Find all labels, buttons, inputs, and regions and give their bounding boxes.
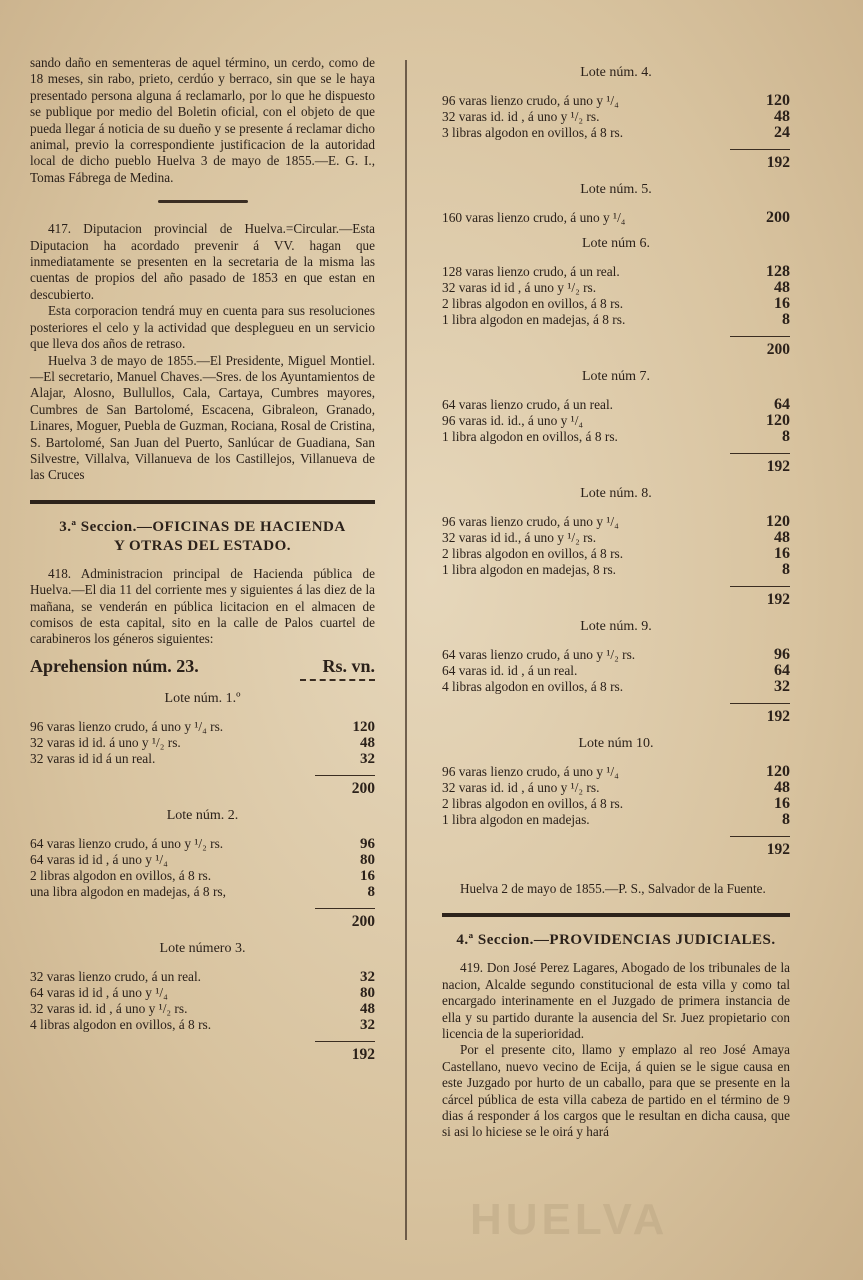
left-lotes [30,691,375,1064]
column-divider [405,60,407,1240]
item-description: 1 libra algodon en madejas. [442,812,590,827]
lote-total-row [442,141,790,172]
section-3-heading [30,518,375,556]
item-description: 32 varas id id. á uno y ¹/₂ rs. [30,734,181,750]
lote-item [442,429,790,445]
section-3-line-1: 3.ª Seccion.—OFICINAS DE HACIENDA [59,518,346,535]
item-description: 4 libras algodon en ovillos, á 8 rs. [442,679,624,694]
lote-item [442,647,790,663]
lote-total: 200 [730,336,790,359]
lote-item [442,530,790,546]
lote-item [442,312,790,328]
item-description: 1 libra algodon en madejas, 8 rs. [442,562,617,577]
item-description: 2 libras algodon en ovillos, á 8 rs. [30,867,212,883]
lote-item [442,280,790,296]
item-amount: 32 [360,1016,375,1033]
item-description: 128 varas lienzo crudo, á un real. [442,264,620,279]
right-lotes [442,65,790,859]
item-amount: 120 [766,763,790,780]
item-amount: 120 [766,513,790,530]
lote-total-row [442,445,790,476]
lote-total: 200 [315,908,375,931]
lote-title: Lote núm. 9. [580,619,652,634]
item-amount: 48 [774,279,790,296]
lote-total: 200 [315,775,375,798]
lote-title: Lote núm. 5. [580,182,652,197]
item-amount: 128 [766,263,790,280]
item-amount: 32 [360,968,375,985]
item-description: 64 varas id id , á uno y ¹/₄ [30,851,168,867]
item-amount: 8 [367,883,375,900]
lote-item [442,679,790,695]
aprehension-header [30,656,375,677]
watermark-logo: HUELVA [470,1195,669,1244]
item-amount: 48 [774,779,790,796]
item-description: 32 varas id id á un real. [30,750,156,766]
lote-item [30,836,375,852]
item-description: 96 varas lienzo crudo, á uno y ¹/₄ [442,93,619,108]
lote-item [442,812,790,828]
item-amount: 64 [774,396,790,413]
lote-total-row [30,900,375,931]
item-amount: 8 [782,561,790,578]
lote-total: 192 [730,586,790,609]
lote-item [442,210,790,226]
lote-total-row [442,695,790,726]
item-amount: 16 [774,545,790,562]
lote-item [442,663,790,679]
lote-title: Lote núm 6. [581,236,651,251]
item-description: 2 libras algodon en ovillos, á 8 rs. [442,546,624,561]
lote-item [30,852,375,868]
item-description: 96 varas lienzo crudo, á uno y ¹/₄ [442,514,619,529]
item-amount: 8 [782,428,790,445]
lote-item [442,109,790,125]
lote-item [442,93,790,109]
item-amount: 64 [774,662,790,679]
lote-item [442,125,790,141]
right-column [442,55,790,1141]
currency-header: Rs. vn. [322,655,375,676]
lote-total: 192 [730,703,790,726]
lote-title: Lote número 3. [159,940,246,956]
item-amount: 16 [360,867,375,884]
lote-item [442,546,790,562]
item-417-signature: Huelva 3 de mayo de 1855.—El Presidente, Miguel Montiel.—El secretario, Manuel Chaves.—Sres. de los Ayuntamientos de Alajar, Alosno, Bullullos, Cala, Cartaya, Cumbres mayores, Cumbres de San Bartolomé, Escacena, Gibraleon, Granado, Linares, Moguer, Puebla de Guzman, Rociana, Rosal de Cristina, S. Bartolomé, San Juan del Puerto, Sanlúcar de Guadiana, San Silvestre, Villalva, Villanueva de los Castillejos, Villanueva de las Cruces [30,352,375,483]
lote-item [442,514,790,530]
item-description: 32 varas id id , á uno y ¹/₂ rs. [442,280,597,295]
item-description: 32 varas id. id , á uno y ¹/₂ rs. [442,109,600,124]
lote-item [30,735,375,751]
item-amount: 96 [774,646,790,663]
lote-item [442,796,790,812]
item-amount: 8 [782,811,790,828]
item-description: 32 varas id id., á uno y ¹/₂ rs. [442,530,597,545]
item-amount: 48 [774,108,790,125]
lote-item [442,413,790,429]
section-rule [30,500,375,504]
item-amount: 48 [360,1000,375,1017]
signature-line: Huelva 2 de mayo de 1855.—P. S., Salvador de la Fuente. [460,881,766,896]
item-419-paragraph-2: Por el presente cito, llamo y emplazo al reo José Amaya Castellano, nuevo vecino de Ecija, á quien se le sigue causa en este Juzgado por hurto de un caballo, para que se presente en la cárcel pública de esta villa cabeza de partido en el término de 9 dias á responder á los cargos que le resultan en dicha causa, que si asi lo hiciese se le oirá y hará [442,1042,790,1140]
item-amount: 16 [774,295,790,312]
section-3-line-2: Y OTRAS DEL ESTADO. [113,537,292,554]
lote-item [30,884,375,900]
item-description: 4 libras algodon en ovillos, á 8 rs. [30,1016,212,1032]
item-amount: 80 [360,851,375,868]
lote-total: 192 [730,836,790,859]
item-description: 32 varas id. id , á uno y ¹/₂ rs. [30,1000,188,1016]
item-description: 1 libra algodon en ovillos, á 8 rs. [442,429,618,444]
item-amount: 200 [766,209,790,226]
item-description: una libra algodon en madejas, á 8 rs, [30,883,226,899]
item-417-paragraph-2: Esta corporacion tendrá muy en cuenta para sus resoluciones posteriores el celo y la actividad que desplegueu en un servicio que lleva dos años de retraso. [30,303,375,352]
dash-rule [30,679,375,681]
lote-item [442,264,790,280]
item-amount: 120 [352,718,375,735]
lote-total-row [442,328,790,359]
section-4-heading: 4.ª Seccion.—PROVIDENCIAS JUDICIALES. [456,932,776,949]
lote-item [442,562,790,578]
lote-title: Lote núm 7. [581,369,651,384]
item-description: 1 libra algodon en madejas, á 8 rs. [442,312,626,327]
item-417-paragraph: 417. Diputacion provincial de Huelva.=Circular.—Esta Diputacion ha acordado prevenir á VV. hagan que inmediatamente se presenten en la secretaria de la misma las cuentas de propios del año pasado de 1853 en que estan en descubierto. [30,221,375,302]
lote-total: 192 [315,1041,375,1064]
item-amount: 80 [360,984,375,1001]
item-description: 64 varas id id , á uno y ¹/₄ [30,984,168,1000]
lote-total: 192 [730,149,790,172]
item-description: 96 varas lienzo crudo, á uno y ¹/₄ rs. [30,718,224,734]
item-description: 64 varas id. id , á un real. [442,663,578,678]
lote-item [442,764,790,780]
intro-paragraph: sando daño en sementeras de aquel término, un cerdo, como de 18 meses, sin rabo, prieto, cerdúo y berraco, sin que se le haya presentado persona alguna á reclamarlo, por lo que he dispuesto se publique por medio del Boletin oficial, con el objeto de que pueda llegar á noticia de su dueño y se presente á reclamar dicho animal, previo la correspondiente justificacion de la autoridad local de dicho pueblo Huelva 3 de mayo de 1855.—E. G. I., Tomas Fábrega de Medina. [30,55,375,185]
item-description: 32 varas id. id , á uno y ¹/₂ rs. [442,780,600,795]
left-column [30,55,375,1064]
lote-item [442,780,790,796]
lote-item [442,296,790,312]
item-description: 96 varas lienzo crudo, á uno y ¹/₄ [442,764,619,779]
lote-item [30,751,375,767]
lote-item [30,868,375,884]
item-amount: 48 [360,734,375,751]
item-description: 2 libras algodon en ovillos, á 8 rs. [442,296,624,311]
item-description: 96 varas id. id., á uno y ¹/₄ [442,413,584,428]
aprehension-title: Aprehension núm. 23. [30,655,199,676]
item-418-paragraph: 418. Administracion principal de Hacienda pública de Huelva.—El dia 11 del corriente mes y siguientes á las diez de la mañana, se venderán en pública licitacion en el almacen de comisos de esta capital, sito en la calle de Palos cuartel de carabineros los géneros siguientes: [30,565,375,647]
item-description: 64 varas lienzo crudo, á un real. [442,397,614,412]
lote-total-row [30,1033,375,1064]
lote-title: Lote núm. 4. [580,65,652,80]
section-rule-2 [442,913,790,917]
item-description: 32 varas lienzo crudo, á un real. [30,968,202,984]
item-description: 2 libras algodon en ovillos, á 8 rs. [442,796,624,811]
lote-item [30,719,375,735]
lote-total-row [442,828,790,859]
lote-item [30,969,375,985]
lote-item [30,1001,375,1017]
item-description: 160 varas lienzo crudo, á uno y ¹/₄ [442,210,626,225]
lote-title: Lote núm. 2. [166,807,239,823]
lote-title: Lote núm. 8. [580,486,652,501]
item-amount: 96 [360,835,375,852]
item-amount: 32 [774,678,790,695]
lote-title: Lote núm. 1.º [164,690,241,706]
item-description: 64 varas lienzo crudo, á uno y ¹/₂ rs. [30,835,224,851]
item-amount: 120 [766,412,790,429]
lote-item [30,1017,375,1033]
item-amount: 32 [360,750,375,767]
lote-item [442,397,790,413]
item-description: 64 varas lienzo crudo, á uno y ¹/₂ rs. [442,647,636,662]
lote-total-row [442,578,790,609]
item-description: 3 libras algodon en ovillos, á 8 rs. [442,125,624,140]
item-amount: 16 [774,795,790,812]
lote-total-row [30,767,375,798]
item-amount: 48 [774,529,790,546]
item-419-paragraph: 419. Don José Perez Lagares, Abogado de los tribunales de la nacion, Alcalde segundo constitucional de esta villa y como tal encargado interinamente en el Juzgado de primera instancia de ella y su partido durante la ausencia del Sr. Juez propietario con licencia de la superioridad. [442,960,790,1042]
lote-title: Lote núm 10. [578,736,654,751]
lote-item [30,985,375,1001]
item-amount: 24 [774,124,790,141]
ornament-divider [30,200,375,203]
item-amount: 120 [766,92,790,109]
item-amount: 8 [782,311,790,328]
lote-total: 192 [730,453,790,476]
